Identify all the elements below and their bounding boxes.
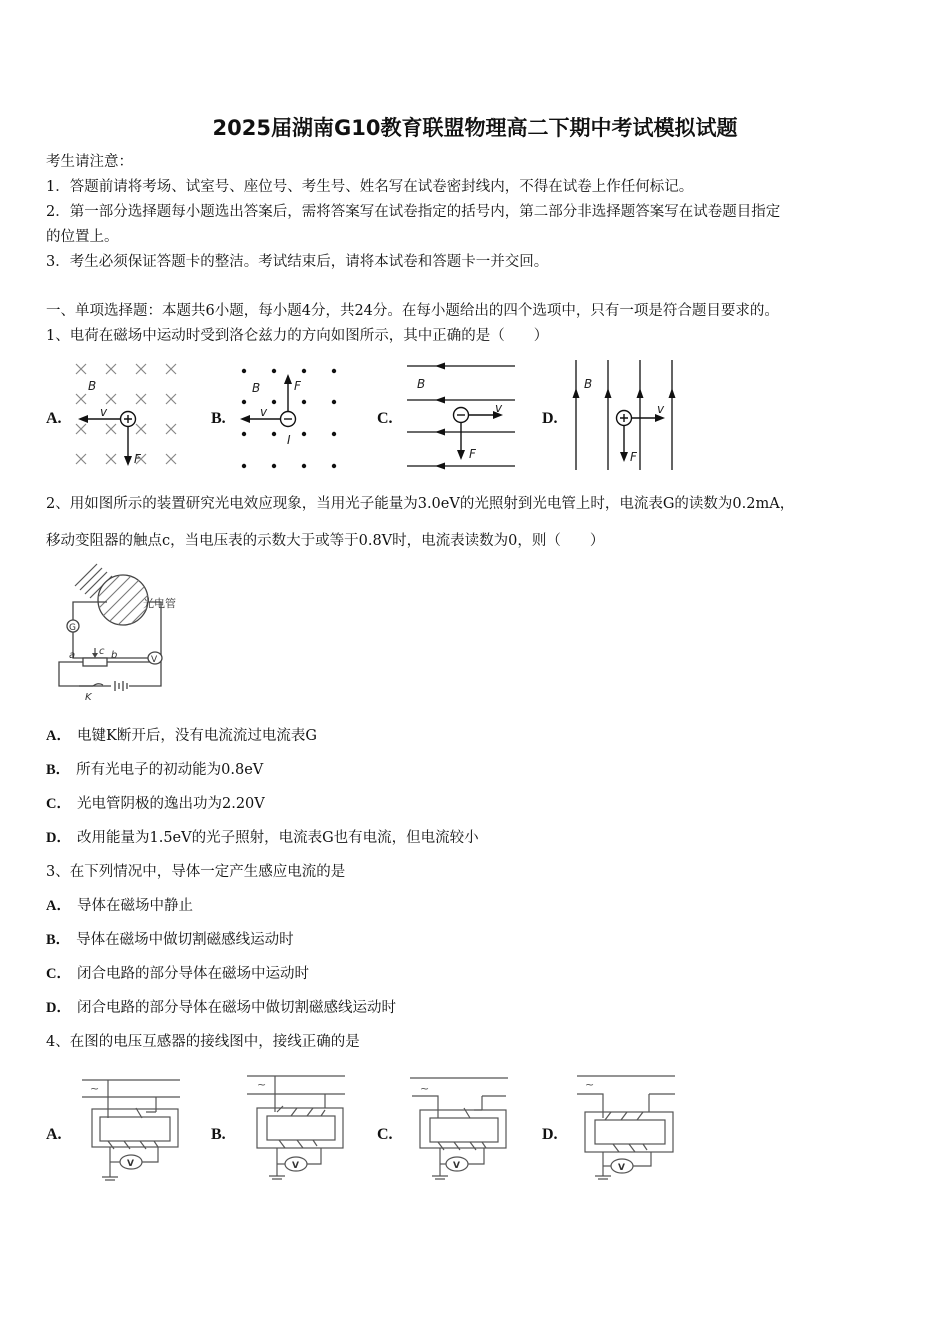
q3-option-d[interactable] (46, 998, 396, 1018)
svg-text:F: F (294, 379, 301, 393)
q3-option-b[interactable] (46, 930, 294, 950)
tube-label: 光电管 (143, 597, 176, 610)
svg-text:v: v (100, 405, 108, 419)
question-2-stem-line-1: 2、用如图所示的装置研究光电效应现象，当用光子能量为3.0eV的光照射到光电管上时，电流表G的读数为0.2mA， (46, 496, 795, 512)
q2-option-d[interactable] (46, 828, 479, 848)
q2-option-c-label: C． (46, 796, 71, 812)
svg-text:V: V (151, 655, 158, 665)
notice-heading: 考生请注意： (46, 154, 133, 170)
q2-option-c[interactable] (46, 794, 265, 814)
q1-figure-d-diagram (570, 358, 685, 473)
svg-text:G: G (69, 623, 76, 633)
page-title: 2025届湖南G10教育联盟物理高二下期中考试模拟试题 (212, 116, 738, 140)
svg-text:v: v (260, 405, 268, 419)
q3-option-b-text: 导体在磁场中做切割磁感线运动时 (76, 932, 294, 948)
q4-figure-d-diagram (575, 1072, 680, 1184)
q4-figure-label-a: A. (46, 1126, 62, 1143)
svg-text:v: v (657, 402, 665, 416)
svg-text:F: F (469, 447, 476, 461)
q2-option-b-label: B． (46, 762, 71, 778)
q1-figure-b-diagram (234, 360, 349, 475)
q2-option-a[interactable] (46, 726, 317, 746)
notice-item-1: 1．答题前请将考场、试室号、座位号、考生号、姓名写在试卷密封线内，不得在试卷上作任何标记。 (46, 179, 694, 195)
svg-text:~: ~ (90, 1082, 100, 1095)
svg-text:V: V (618, 1163, 625, 1173)
q1-figure-label-a: A. (46, 410, 62, 427)
svg-text:c: c (99, 646, 105, 657)
q3-option-d-label: D． (46, 1000, 71, 1016)
question-2-stem-line-2: 移动变阻器的触点c，当电压表的示数大于或等于0.8V时，电流表读数为0，则（ ） (46, 533, 605, 549)
q2-option-a-text: 电键K断开后，没有电流流过电流表G (76, 728, 317, 744)
svg-text:~: ~ (420, 1082, 430, 1095)
svg-text:F: F (134, 452, 141, 466)
question-4-stem: 4、在图的电压互感器的接线图中，接线正确的是 (46, 1034, 360, 1050)
q2-option-d-text: 改用能量为1.5eV的光子照射，电流表G也有电流，但电流较小 (76, 830, 479, 846)
q2-option-b-text: 所有光电子的初动能为0.8eV (76, 762, 264, 778)
q4-figure-label-b: B. (211, 1126, 226, 1143)
q3-option-a[interactable] (46, 896, 193, 916)
svg-text:B: B (88, 379, 97, 393)
q4-figure-b-diagram (245, 1070, 350, 1182)
q3-option-c-text: 闭合电路的部分导体在磁场中运动时 (76, 966, 309, 982)
notice-item-2-cont: 的位置上。 (46, 229, 119, 245)
q3-option-d-text: 闭合电路的部分导体在磁场中做切割磁感线运动时 (76, 1000, 396, 1016)
svg-text:~: ~ (585, 1078, 595, 1091)
q2-option-d-label: D． (46, 830, 71, 846)
q1-figure-label-b: B. (211, 410, 226, 427)
q3-option-c[interactable] (46, 964, 309, 984)
q3-option-a-label: A． (46, 898, 71, 914)
svg-text:b: b (111, 650, 118, 661)
notice-item-3: 3．考生必须保证答题卡的整洁。考试结束后，请将本试卷和答题卡一并交回。 (46, 254, 549, 270)
q4-figure-label-c: C. (377, 1126, 393, 1143)
svg-text:a: a (69, 650, 76, 661)
q2-option-a-label: A． (46, 728, 71, 744)
svg-text:B: B (252, 381, 261, 395)
q1-figure-a-diagram (70, 360, 190, 475)
svg-text:V: V (292, 1161, 299, 1171)
q3-option-b-label: B． (46, 932, 71, 948)
q2-photoelectric-circuit-diagram (55, 562, 185, 702)
q3-option-a-text: 导体在磁场中静止 (76, 898, 193, 914)
notice-item-2: 2．第一部分选择题每小题选出答案后，需将答案写在试卷指定的括号内，第二部分非选择题答案写在试卷题目指定 (46, 204, 781, 220)
svg-text:B: B (584, 377, 593, 391)
q4-figure-c-diagram (408, 1074, 513, 1182)
svg-text:V: V (127, 1159, 134, 1169)
q1-figure-label-c: C. (377, 410, 393, 427)
q4-figure-a-diagram (80, 1072, 185, 1182)
svg-text:V: V (453, 1161, 460, 1171)
svg-text:F: F (630, 450, 637, 464)
q1-figure-label-d: D. (542, 410, 558, 427)
q2-option-b[interactable] (46, 760, 263, 780)
q4-figure-label-d: D. (542, 1126, 558, 1143)
question-1-stem: 1、电荷在磁场中运动时受到洛仑兹力的方向如图所示，其中正确的是（ ） (46, 328, 549, 344)
question-3-stem: 3、在下列情况中，导体一定产生感应电流的是 (46, 864, 346, 880)
svg-text:K: K (85, 692, 92, 703)
section-heading: 一、单项选择题：本题共6小题，每小题4分，共24分。在每小题给出的四个选项中，只有一项是符合题目要求的。 (46, 303, 779, 319)
q3-option-c-label: C． (46, 966, 71, 982)
q1-figure-c-diagram (405, 360, 520, 475)
svg-text:v: v (495, 401, 503, 415)
svg-text:~: ~ (257, 1078, 267, 1091)
svg-text:B: B (417, 377, 426, 391)
svg-text:I: I (287, 433, 291, 447)
q2-option-c-text: 光电管阴极的逸出功为2.20V (76, 796, 265, 812)
